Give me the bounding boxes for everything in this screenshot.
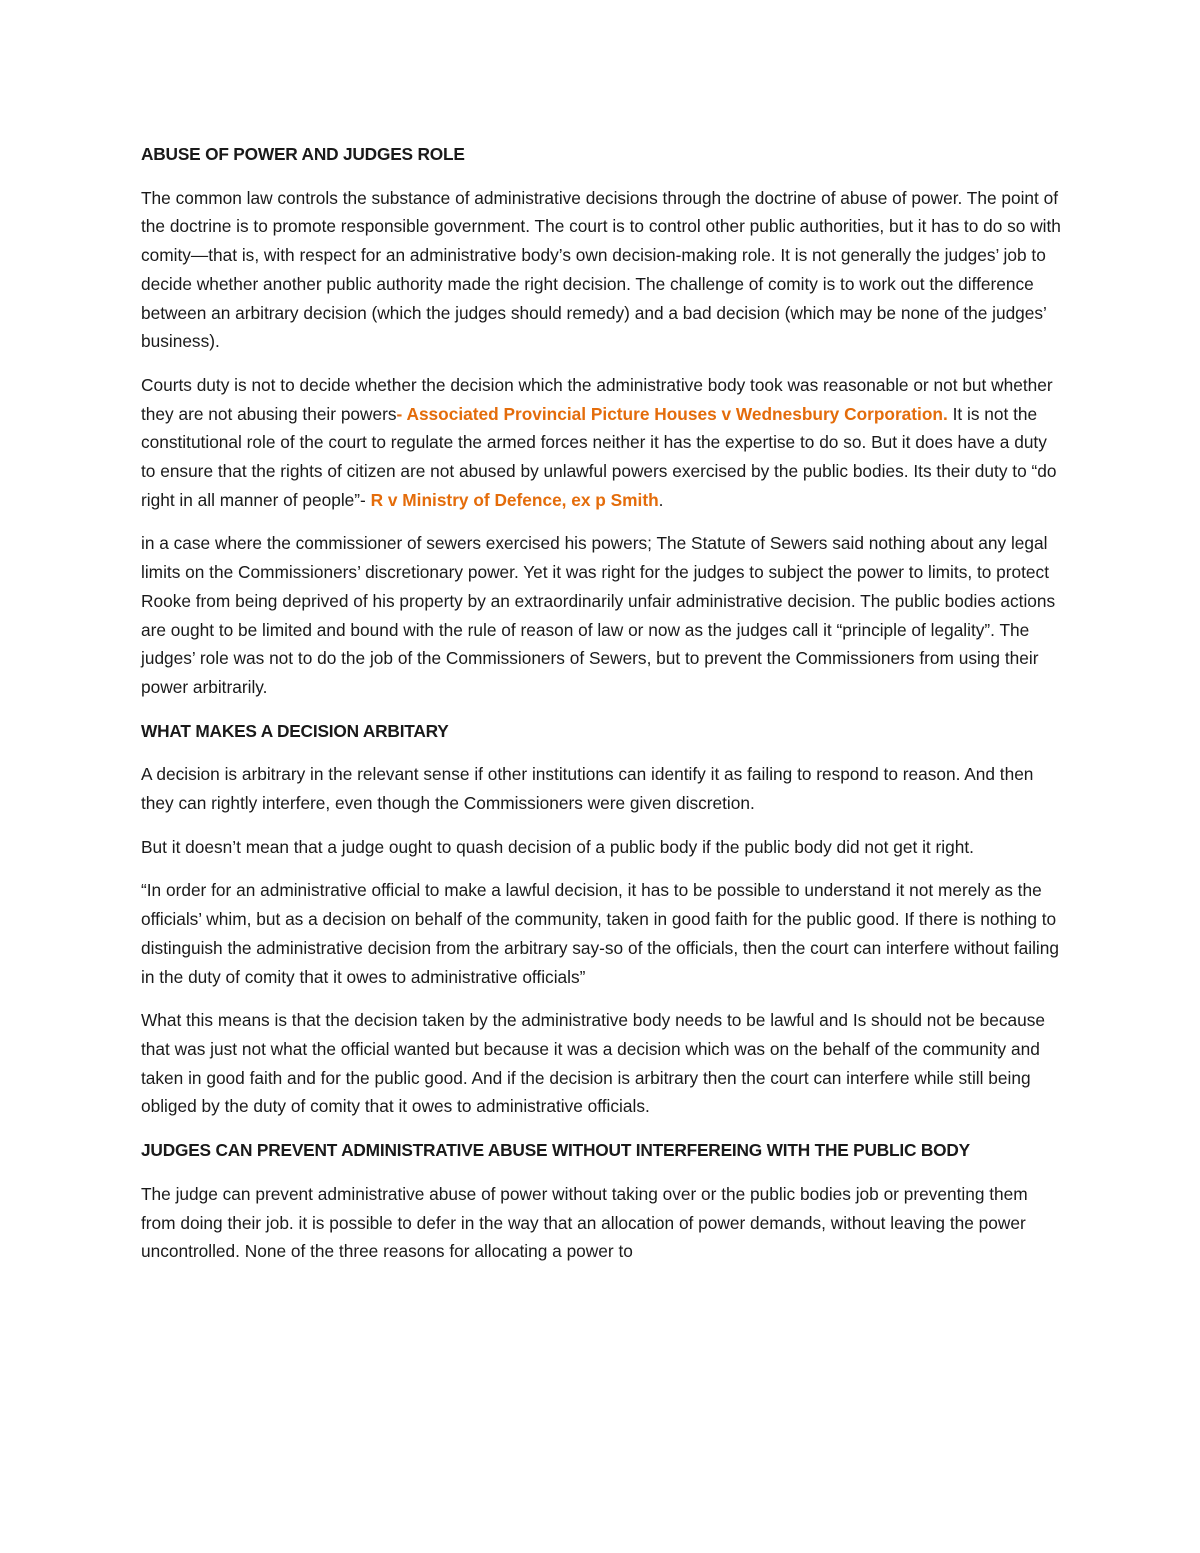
case-citation-wednesbury: - Associated Provincial Picture Houses v Wednesbury Corporation. [396,403,948,424]
paragraph-commissioner-of-sewers: in a case where the commissioner of sewers exercised his powers; The Statute of Sewers said nothing about any legal limits on the Commissioners’ discretionary power. Yet it was right for the judges to subject the power to limits, to protect Rooke from being deprived of his property by an extraordinarily unfair administrative decision. The public bodies actions are ought to be limited and bound with the rule of reason of law or now as the judges call it “principle of legality”. The judges’ role was not to do the job of the Commissioners of Sewers, but to prevent the Commissioners from using their power arbitrarily. [141,533,1056,697]
paragraph-quash-decision: But it doesn’t mean that a judge ought to quash decision of a public body if the public body did not get it right. [141,836,974,857]
paragraph-courts-duty [141,371,1061,515]
heading-arbitrary-decision: WHAT MAKES A DECISION ARBITARY [141,720,449,741]
document-page [141,140,1061,1281]
paragraph-common-law: The common law controls the substance of administrative decisions through the doctrine of abuse of power. The point of the doctrine is to promote responsible government. The court is to control other public authorities, but it has to do so with comity—that is, with respect for an administrative body’s own decision-making role. It is not generally the judges’ job to decide whether another public authority made the right decision. The challenge of comity is to work out the difference between an arbitrary decision (which the judges should remedy) and a bad decision (which may be none of the judges’ business). [141,187,1061,352]
paragraph-quotation: “In order for an administrative official to make a lawful decision, it has to be possible to understand it not merely as the officials’ whim, but as a decision on behalf of the community, taken in good faith for the public good. If there is nothing to distinguish the administrative decision from the arbitrary say-so of the officials, then the court can interfere without failing in the duty of comity that it owes to administrative officials” [141,880,1059,987]
paragraph-text: Courts duty is not to decide whether the decision which the administrative body took was reasonable or not but whether they are not abusing their powers [141,374,1053,424]
paragraph-arbitrary-definition: A decision is arbitrary in the relevant sense if other institutions can identify it as failing to respond to reason. And then they can rightly interfere, even though the Commissioners were given discretion. [141,764,1034,814]
paragraph-meaning: What this means is that the decision taken by the administrative body needs to be lawful and Is should not be because that was just not what the official wanted but because it was a decision which was on the behalf of the community and taken in good faith and for the public good. And if the decision is arbitrary then the court can interfere while still being obliged by the duty of comity that it owes to administrative officials. [141,1010,1045,1117]
heading-prevent-abuse: JUDGES CAN PREVENT ADMINISTRATIVE ABUSE WITHOUT INTERFEREING WITH THE PUBLIC BODY [141,1140,971,1161]
paragraph-judge-prevent: The judge can prevent administrative abuse of power without taking over or the public bodies job or preventing them from doing their job. it is possible to defer in the way that an allocation of power demands, without leaving the power uncontrolled. None of the three reasons for allocating a power to [141,1183,1028,1262]
paragraph-text: . [658,489,664,510]
heading-abuse-of-power: ABUSE OF POWER AND JUDGES ROLE [141,144,465,164]
case-citation-smith: R v Ministry of Defence, ex p Smith [370,489,659,510]
paragraph-text: It is not the constitutional role of the court to regulate the armed forces neither it has the expertise to do so. But it does have a duty to ensure that the rights of citizen are not abused by unlawful powers exercised by the public bodies. Its their duty to “do right in all manner of people”- [141,403,1057,510]
